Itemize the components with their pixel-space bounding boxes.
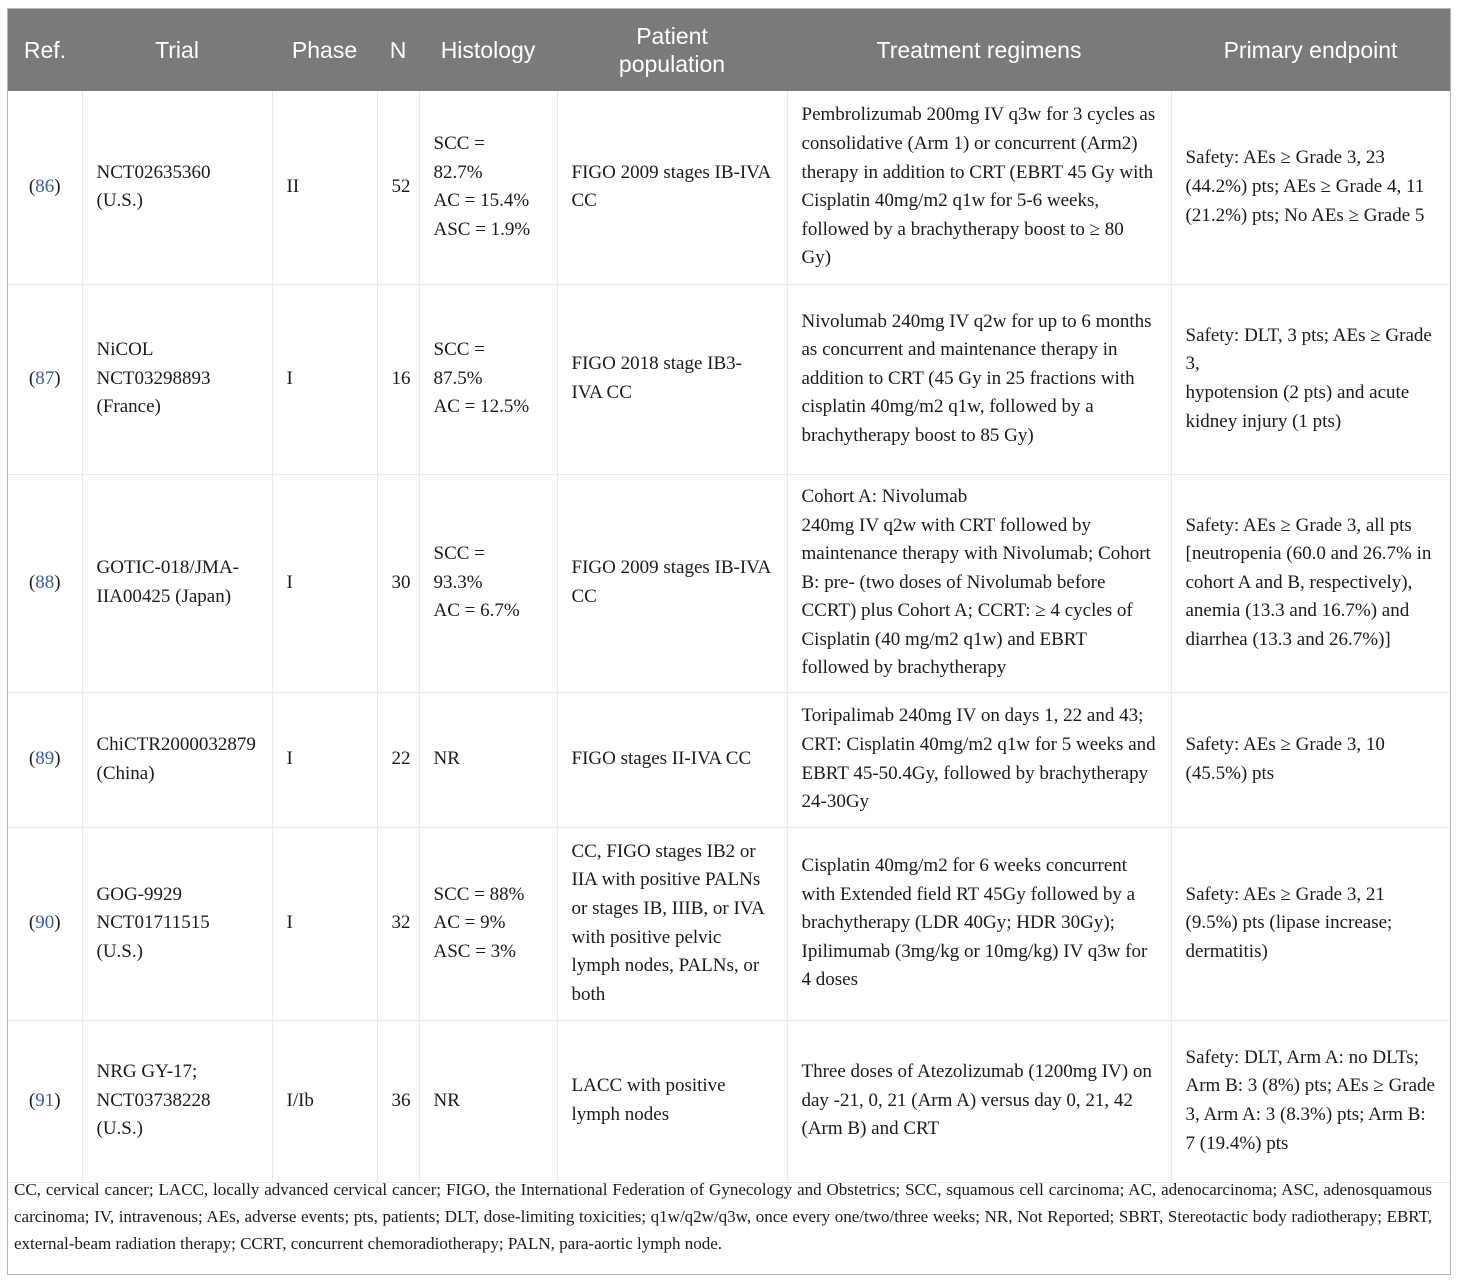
- endpoint-cell: Safety: AEs ≥ Grade 3, 10 (45.5%) pts: [1171, 692, 1450, 827]
- endpoint-cell: Safety: DLT, Arm A: no DLTs; Arm B: 3 (8%) pts; AEs ≥ Grade 3, Arm A: 3 (8.3%) pts; Arm B: 7 (19.4%) pts: [1171, 1020, 1450, 1182]
- trial-cell: GOG-9929 NCT01711515 (U.S.): [82, 827, 272, 1020]
- phase-cell: II: [272, 91, 377, 284]
- trial-cell: NRG GY-17; NCT03738228 (U.S.): [82, 1020, 272, 1182]
- col-header-n: N: [377, 9, 419, 91]
- histology-cell: SCC = 87.5% AC = 12.5%: [419, 284, 557, 474]
- phase-cell: I: [272, 692, 377, 827]
- reference-link[interactable]: 87: [35, 367, 55, 389]
- col-header-ref: Ref.: [8, 9, 82, 91]
- table-row: [8, 692, 1450, 827]
- trial-cell: NiCOL NCT03298893 (France): [82, 284, 272, 474]
- histology-cell: NR: [419, 692, 557, 827]
- population-cell: FIGO 2018 stage IB3-IVA CC: [557, 284, 787, 474]
- reference-link[interactable]: 88: [35, 571, 55, 593]
- n-cell: 30: [377, 474, 419, 692]
- phase-cell: I/Ib: [272, 1020, 377, 1182]
- treatment-cell: Nivolumab 240mg IV q2w for up to 6 months as concurrent and maintenance therapy in addition to CRT (45 Gy in 25 fractions with cisplatin 40mg/m2 q1w, followed by a brachytherapy boost to 85 Gy): [787, 284, 1171, 474]
- ref-cell: (90): [8, 827, 82, 1020]
- histology-cell: NR: [419, 1020, 557, 1182]
- col-header-primary-endpoint: Primary endpoint: [1171, 9, 1450, 91]
- histology-cell: SCC = 88% AC = 9% ASC = 3%: [419, 827, 557, 1020]
- population-cell: CC, FIGO stages IB2 or IIA with positive PALNs or stages IB, IIIB, or IVA with positive pelvic lymph nodes, PALNs, or both: [557, 827, 787, 1020]
- phase-cell: I: [272, 474, 377, 692]
- clinical-trials-table-frame: [7, 8, 1451, 1275]
- treatment-cell: Toripalimab 240mg IV on days 1, 22 and 43; CRT: Cisplatin 40mg/m2 q1w for 5 weeks and EBRT 45-50.4Gy, followed by brachytherapy 24-30Gy: [787, 692, 1171, 827]
- phase-cell: I: [272, 827, 377, 1020]
- phase-cell: I: [272, 284, 377, 474]
- table-row: [8, 474, 1450, 692]
- trial-cell: GOTIC-018/JMA-IIA00425 (Japan): [82, 474, 272, 692]
- ref-cell: (86): [8, 91, 82, 284]
- reference-link[interactable]: 91: [35, 1089, 55, 1111]
- table-row: [8, 284, 1450, 474]
- endpoint-cell: Safety: DLT, 3 pts; AEs ≥ Grade 3, hypotension (2 pts) and acute kidney injury (1 pts): [1171, 284, 1450, 474]
- table-row: [8, 827, 1450, 1020]
- endpoint-cell: Safety: AEs ≥ Grade 3, 21 (9.5%) pts (lipase increase; dermatitis): [1171, 827, 1450, 1020]
- treatment-cell: Pembrolizumab 200mg IV q3w for 3 cycles as consolidative (Arm 1) or concurrent (Arm2) therapy in addition to CRT (EBRT 45 Gy with Cisplatin 40mg/m2 q1w for 5-6 weeks, followed by a brachytherapy boost to ≥ 80 Gy): [787, 91, 1171, 284]
- population-cell: FIGO 2009 stages IB-IVA CC: [557, 91, 787, 284]
- trial-cell: NCT02635360 (U.S.): [82, 91, 272, 284]
- histology-cell: SCC = 93.3% AC = 6.7%: [419, 474, 557, 692]
- treatment-cell: Cohort A: Nivolumab 240mg IV q2w with CRT followed by maintenance therapy with Nivolumab; Cohort B: pre- (two doses of Nivolumab before CCRT) plus Cohort A; CCRT: ≥ 4 cycles of Cisplatin (40 mg/m2 q1w) and EBRT followed by brachytherapy: [787, 474, 1171, 692]
- col-header-trial: Trial: [82, 9, 272, 91]
- table-row: [8, 1020, 1450, 1182]
- n-cell: 36: [377, 1020, 419, 1182]
- col-header-histology: Histology: [419, 9, 557, 91]
- ref-cell: (87): [8, 284, 82, 474]
- population-cell: FIGO stages II-IVA CC: [557, 692, 787, 827]
- n-cell: 22: [377, 692, 419, 827]
- reference-link[interactable]: 86: [35, 175, 55, 197]
- trial-cell: ChiCTR2000032879 (China): [82, 692, 272, 827]
- clinical-trials-table: [8, 9, 1450, 1183]
- endpoint-cell: Safety: AEs ≥ Grade 3, 23 (44.2%) pts; AEs ≥ Grade 4, 11 (21.2%) pts; No AEs ≥ Grade 5: [1171, 91, 1450, 284]
- n-cell: 52: [377, 91, 419, 284]
- n-cell: 32: [377, 827, 419, 1020]
- reference-link[interactable]: 89: [35, 748, 55, 770]
- ref-cell: (89): [8, 692, 82, 827]
- treatment-cell: Three doses of Atezolizumab (1200mg IV) on day -21, 0, 21 (Arm A) versus day 0, 21, 42 (Arm B) and CRT: [787, 1020, 1171, 1182]
- population-cell: FIGO 2009 stages IB-IVA CC: [557, 474, 787, 692]
- reference-link[interactable]: 90: [35, 912, 55, 934]
- treatment-cell: Cisplatin 40mg/m2 for 6 weeks concurrent with Extended field RT 45Gy followed by a brachytherapy (LDR 40Gy; HDR 30Gy); Ipilimumab (3mg/kg or 10mg/kg) IV q3w for 4 doses: [787, 827, 1171, 1020]
- table-footnote: CC, cervical cancer; LACC, locally advanced cervical cancer; FIGO, the International Federation of Gynecology and Obstetrics; SCC, squamous cell carcinoma; AC, adenocarcinoma; ASC, adenosquamous carcinoma; IV, intravenous; AEs, adverse events; pts, patients; DLT, dose-limiting toxicities; q1w/q2w/q3w, once every one/two/three weeks; NR, Not Reported; SBRT, Stereotactic body radiotherapy; EBRT, external-beam radiation therapy; CCRT, concurrent chemoradiotherapy; PALN, para-aortic lymph node.: [14, 1180, 1432, 1253]
- table-row: [8, 91, 1450, 284]
- col-header-patient-population: Patient population: [557, 9, 787, 91]
- histology-cell: SCC = 82.7% AC = 15.4% ASC = 1.9%: [419, 91, 557, 284]
- n-cell: 16: [377, 284, 419, 474]
- col-header-treatment-regimens: Treatment regimens: [787, 9, 1171, 91]
- endpoint-cell: Safety: AEs ≥ Grade 3, all pts [neutropenia (60.0 and 26.7% in cohort A and B, respectively), anemia (13.3 and 16.7%) and diarrhea (13.3 and 26.7%)]: [1171, 474, 1450, 692]
- header-row: [8, 9, 1450, 91]
- ref-cell: (91): [8, 1020, 82, 1182]
- ref-cell: (88): [8, 474, 82, 692]
- population-cell: LACC with positive lymph nodes: [557, 1020, 787, 1182]
- col-header-phase: Phase: [272, 9, 377, 91]
